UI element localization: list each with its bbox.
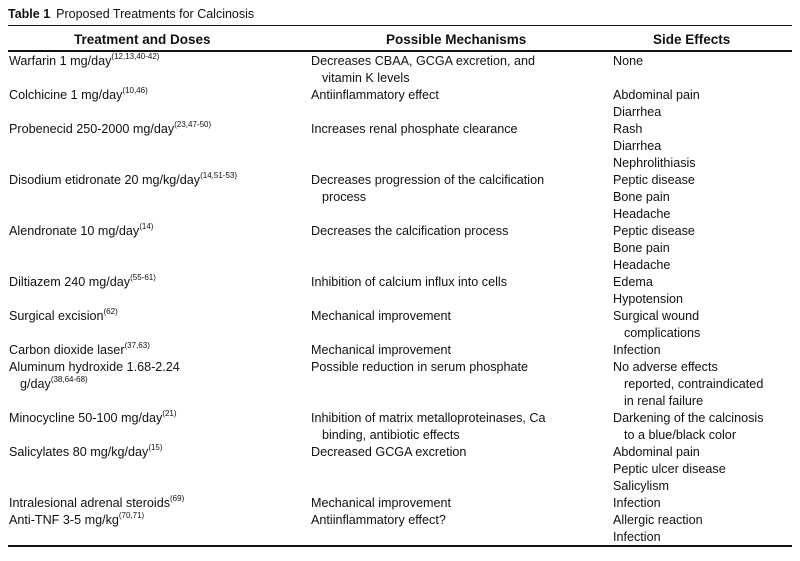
mechanism-text: Inhibition of matrix metalloproteinases, Ca <box>311 411 546 425</box>
treatment-cell <box>9 87 299 104</box>
mechanism-cell <box>311 274 601 291</box>
mechanism-text: process <box>322 190 367 204</box>
side-effect-text: reported, contraindicated <box>624 377 764 391</box>
treatment-line <box>9 444 299 461</box>
side-effects-cell <box>613 53 793 70</box>
treatment-cell <box>9 342 299 359</box>
mechanism-cell <box>311 444 601 461</box>
mechanism-cell <box>311 121 601 138</box>
treatment-line <box>9 223 299 240</box>
mechanism-cell <box>311 172 601 206</box>
treatment-line <box>9 308 299 325</box>
mechanism-cell <box>311 87 601 104</box>
reference-superscript: (38,64-68) <box>50 374 88 384</box>
treatment-line <box>9 495 299 512</box>
mechanism-cell <box>311 410 601 444</box>
mechanism-text: Mechanical improvement <box>311 496 451 510</box>
mechanism-text: Decreased GCGA excretion <box>311 445 467 459</box>
side-effect-text: Headache <box>613 207 671 221</box>
side-effects-cell <box>613 87 793 121</box>
side-effect-text: Infection <box>613 496 661 510</box>
reference-superscript: (10,46) <box>122 85 148 95</box>
reference-superscript: (62) <box>103 306 118 316</box>
side-effects-cell <box>613 495 793 512</box>
mechanism-cell <box>311 308 601 325</box>
side-effect-text: Infection <box>613 530 661 544</box>
mechanism-text: Antiinflammatory effect? <box>311 513 446 527</box>
side-effect-text: Hypotension <box>613 292 684 306</box>
reference-superscript: (23,47-50) <box>174 119 212 129</box>
side-effect-text: Diarrhea <box>613 139 662 153</box>
mechanism-text: Decreases CBAA, GCGA excretion, and <box>311 54 535 68</box>
table-caption <box>8 6 254 22</box>
side-effect-text: No adverse effects <box>613 360 718 374</box>
treatment-line <box>9 87 299 104</box>
mechanism-text: vitamin K levels <box>322 71 410 85</box>
mechanism-cell <box>311 512 601 529</box>
treatment-text: g/day <box>20 377 51 391</box>
mechanism-cell <box>311 359 601 376</box>
side-effect-text: Bone pain <box>613 241 670 255</box>
mechanism-text: Decreases the calcification process <box>311 224 509 238</box>
mechanism-text: Increases renal phosphate clearance <box>311 122 518 136</box>
side-effect-text: Salicylism <box>613 479 669 493</box>
mechanism-cell <box>311 342 601 359</box>
side-effect-text: in renal failure <box>624 394 704 408</box>
treatment-text: Probenecid 250-2000 mg/day <box>9 122 175 136</box>
side-effects-cell <box>613 410 793 444</box>
side-effect-text: complications <box>624 326 701 340</box>
treatment-text: Minocycline 50-100 mg/day <box>9 411 163 425</box>
side-effect-text: Bone pain <box>613 190 670 204</box>
mechanism-text: Antiinflammatory effect <box>311 88 439 102</box>
treatment-line <box>9 512 299 529</box>
reference-superscript: (14) <box>139 221 154 231</box>
treatment-cell <box>9 444 299 461</box>
treatment-text: Disodium etidronate 20 mg/kg/day <box>9 173 201 187</box>
reference-superscript: (37,63) <box>124 340 150 350</box>
reference-superscript: (69) <box>170 493 185 503</box>
side-effects-cell <box>613 172 793 223</box>
treatment-text: Warfarin 1 mg/day <box>9 54 112 68</box>
mechanism-cell <box>311 53 601 87</box>
side-effect-text: Abdominal pain <box>613 445 700 459</box>
side-effects-cell <box>613 274 793 308</box>
side-effects-cell <box>613 359 793 410</box>
side-effect-text: Infection <box>613 343 661 357</box>
mechanism-cell <box>311 495 601 512</box>
treatment-line <box>9 342 299 359</box>
treatment-text: Surgical excision <box>9 309 104 323</box>
reference-superscript: (70,71) <box>118 510 145 520</box>
reference-superscript: (12,13,40-42) <box>111 51 160 61</box>
treatment-cell <box>9 223 299 240</box>
treatment-text: Aluminum hydroxide 1.68-2.24 <box>9 360 180 374</box>
side-effect-text: Edema <box>613 275 653 289</box>
treatment-cell <box>9 308 299 325</box>
side-effect-text: to a blue/black color <box>624 428 737 442</box>
treatment-text: Anti-TNF 3-5 mg/kg <box>9 513 119 527</box>
bottom-rule <box>8 545 792 547</box>
treatment-line <box>9 410 299 427</box>
top-rule <box>8 25 792 26</box>
side-effects-cell <box>613 223 793 274</box>
side-effect-text: Nephrolithiasis <box>613 156 696 170</box>
treatment-line <box>9 53 299 70</box>
side-effect-text: Peptic ulcer disease <box>613 462 726 476</box>
side-effects-cell <box>613 308 793 342</box>
side-effects-cell <box>613 121 793 172</box>
side-effects-cell <box>613 512 793 546</box>
treatment-line <box>9 274 299 291</box>
treatment-text: Diltiazem 240 mg/day <box>9 275 131 289</box>
mechanism-text: Mechanical improvement <box>311 309 451 323</box>
mechanism-cell <box>311 223 601 240</box>
side-effect-text: None <box>613 54 644 68</box>
side-effect-text: Rash <box>613 122 643 136</box>
treatment-cell <box>9 53 299 70</box>
treatment-cell <box>9 172 299 189</box>
side-effect-text: Diarrhea <box>613 105 662 119</box>
header-treatment: Treatment and Doses <box>74 32 211 47</box>
table-title: Proposed Treatments for Calcinosis <box>56 7 255 21</box>
treatment-text: Alendronate 10 mg/day <box>9 224 140 238</box>
side-effect-text: Peptic disease <box>613 173 695 187</box>
side-effect-text: Peptic disease <box>613 224 695 238</box>
mechanism-text: Decreases progression of the calcification <box>311 173 545 187</box>
treatment-line <box>9 121 299 138</box>
side-effect-text: Headache <box>613 258 671 272</box>
side-effect-text: Allergic reaction <box>613 513 703 527</box>
treatment-text: Intralesional adrenal steroids <box>9 496 171 510</box>
side-effect-text: Darkening of the calcinosis <box>613 411 764 425</box>
mechanism-text: Inhibition of calcium influx into cells <box>311 275 507 289</box>
side-effects-cell <box>613 444 793 495</box>
header-mechanism: Possible Mechanisms <box>386 32 527 47</box>
reference-superscript: (55-61) <box>130 272 156 282</box>
reference-superscript: (15) <box>148 442 163 452</box>
treatment-line <box>9 172 299 189</box>
side-effects-cell <box>613 342 793 359</box>
treatment-cell <box>9 495 299 512</box>
side-effect-text: Surgical wound <box>613 309 700 323</box>
mechanism-text: binding, antibiotic effects <box>322 428 460 442</box>
side-effect-text: Abdominal pain <box>613 88 700 102</box>
treatment-text: Salicylates 80 mg/kg/day <box>9 445 149 459</box>
treatment-cell <box>9 512 299 529</box>
mechanism-text: Possible reduction in serum phosphate <box>311 360 529 374</box>
table-label: Table 1 <box>8 7 51 21</box>
treatment-text: Carbon dioxide laser <box>9 343 125 357</box>
treatment-cell <box>9 121 299 138</box>
reference-superscript: (14,51-53) <box>200 170 238 180</box>
treatment-text: Colchicine 1 mg/day <box>9 88 123 102</box>
treatment-cell <box>9 410 299 427</box>
reference-superscript: (21) <box>162 408 177 418</box>
header-side-effects: Side Effects <box>653 32 731 47</box>
treatment-cell <box>9 274 299 291</box>
treatment-line <box>9 376 299 393</box>
treatment-cell <box>9 359 299 393</box>
mechanism-text: Mechanical improvement <box>311 343 451 357</box>
